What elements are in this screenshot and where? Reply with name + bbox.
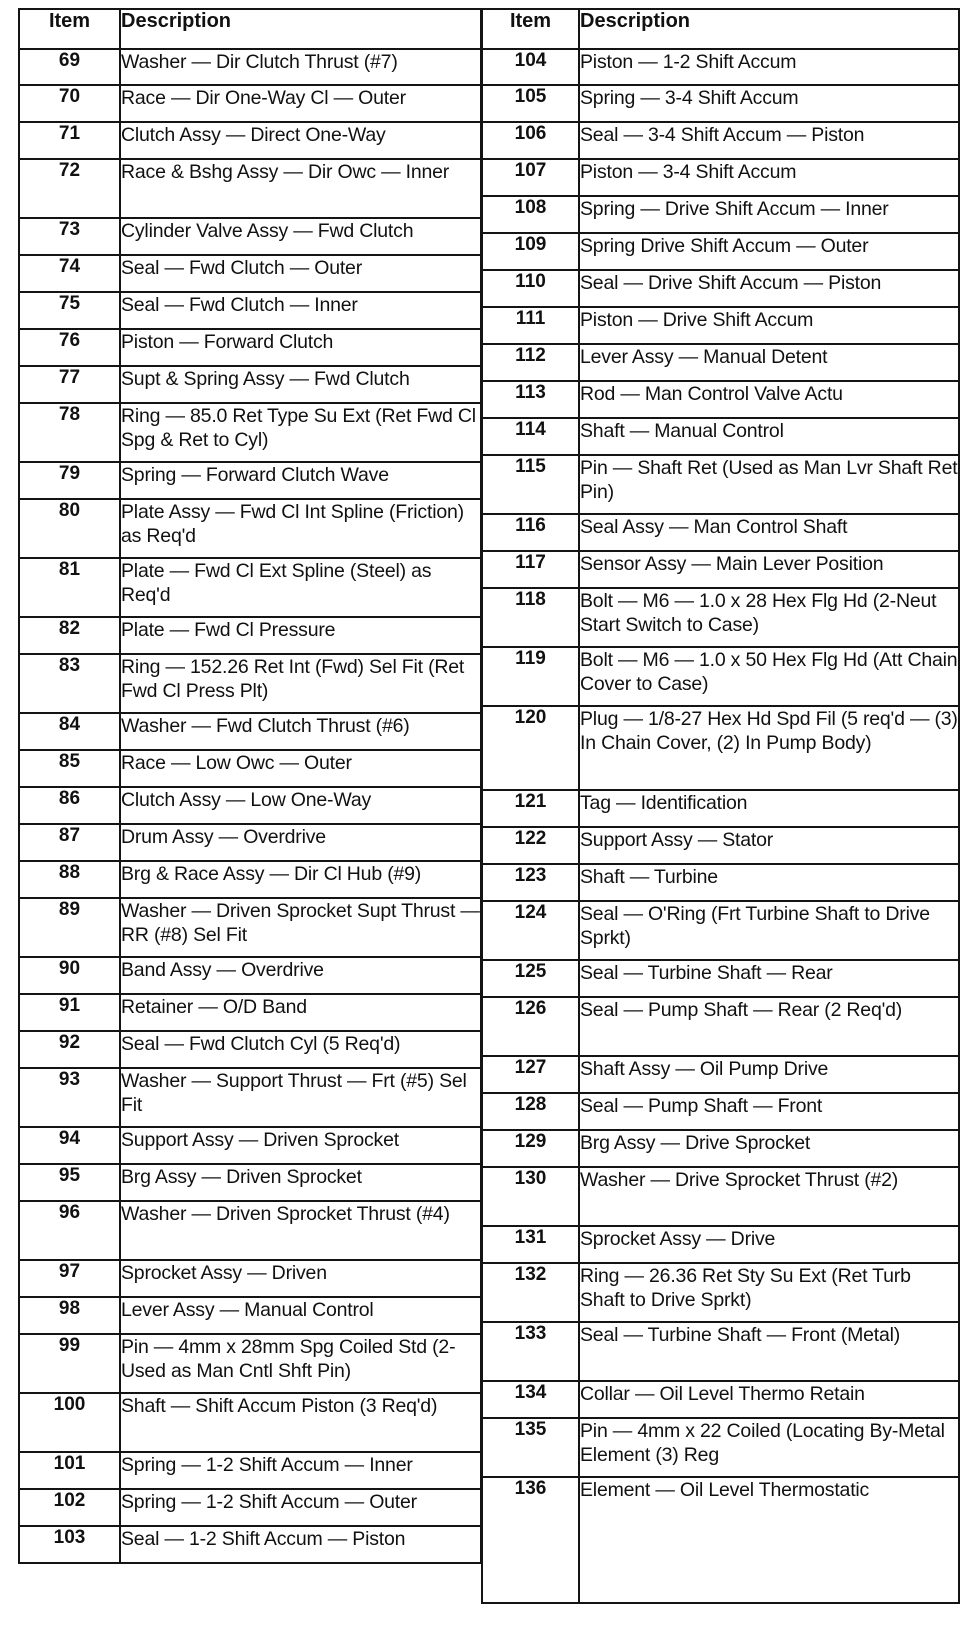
item-number: 93	[19, 1068, 120, 1127]
item-description: Seal — 1-2 Shift Accum — Piston	[120, 1526, 481, 1563]
table-row	[482, 418, 959, 455]
item-number: 91	[19, 994, 120, 1031]
item-description: Retainer — O/D Band	[120, 994, 481, 1031]
item-description: Race — Dir One-Way Cl — Outer	[120, 85, 481, 122]
item-description: Brg & Race Assy — Dir Cl Hub (#9)	[120, 861, 481, 898]
table-row	[19, 1297, 481, 1334]
item-number: 71	[19, 122, 120, 159]
item-description: Rod — Man Control Valve Actu	[579, 381, 959, 418]
table-row	[19, 1452, 481, 1489]
table-row	[19, 1489, 481, 1526]
item-description: Spring — 1-2 Shift Accum — Outer	[120, 1489, 481, 1526]
table-row	[482, 1130, 959, 1167]
item-description: Spring Drive Shift Accum — Outer	[579, 233, 959, 270]
item-number: 75	[19, 292, 120, 329]
table-row	[482, 196, 959, 233]
item-number: 110	[482, 270, 579, 307]
item-number: 80	[19, 499, 120, 558]
item-number: 128	[482, 1093, 579, 1130]
item-number: 127	[482, 1056, 579, 1093]
item-description: Piston — 1-2 Shift Accum	[579, 49, 959, 85]
item-description: Washer — Drive Sprocket Thrust (#2)	[579, 1167, 959, 1226]
table-row	[482, 1477, 959, 1603]
item-number: 108	[482, 196, 579, 233]
item-number: 124	[482, 901, 579, 960]
table-row	[19, 1334, 481, 1393]
item-description: Seal — Fwd Clutch — Outer	[120, 255, 481, 292]
table-row	[482, 1226, 959, 1263]
item-number: 85	[19, 750, 120, 787]
item-number: 70	[19, 85, 120, 122]
item-number: 79	[19, 462, 120, 499]
item-description: Seal — Pump Shaft — Front	[579, 1093, 959, 1130]
item-number: 102	[19, 1489, 120, 1526]
item-description: Sprocket Assy — Drive	[579, 1226, 959, 1263]
table-row	[482, 1322, 959, 1381]
table-row	[19, 159, 481, 218]
item-description: Pin — 4mm x 22 Coiled (Locating By-Metal Element (3) Reg	[579, 1418, 959, 1477]
item-number: 86	[19, 787, 120, 824]
item-number: 100	[19, 1393, 120, 1452]
table-row	[482, 514, 959, 551]
item-description: Collar — Oil Level Thermo Retain	[579, 1381, 959, 1418]
table-row	[19, 617, 481, 654]
item-description: Seal — O'Ring (Frt Turbine Shaft to Drive Sprkt)	[579, 901, 959, 960]
table-row	[482, 901, 959, 960]
table-row	[19, 366, 481, 403]
item-description: Shaft — Shift Accum Piston (3 Req'd)	[120, 1393, 481, 1452]
item-number: 94	[19, 1127, 120, 1164]
item-description: Seal Assy — Man Control Shaft	[579, 514, 959, 551]
item-number: 73	[19, 218, 120, 255]
item-description: Seal — Drive Shift Accum — Piston	[579, 270, 959, 307]
table-row	[19, 957, 481, 994]
item-description: Spring — 3-4 Shift Accum	[579, 85, 959, 122]
table-row	[482, 122, 959, 159]
item-description: Seal — Fwd Clutch Cyl (5 Req'd)	[120, 1031, 481, 1068]
parts-table-right	[481, 8, 960, 1604]
table-row	[482, 1418, 959, 1477]
item-description: Seal — Fwd Clutch — Inner	[120, 292, 481, 329]
table-row	[19, 994, 481, 1031]
item-description: Cylinder Valve Assy — Fwd Clutch	[120, 218, 481, 255]
item-number: 106	[482, 122, 579, 159]
item-number: 117	[482, 551, 579, 588]
item-description: Sensor Assy — Main Lever Position	[579, 551, 959, 588]
item-description: Shaft Assy — Oil Pump Drive	[579, 1056, 959, 1093]
table-row	[19, 49, 481, 85]
item-number: 84	[19, 713, 120, 750]
item-number: 125	[482, 960, 579, 997]
table-row	[19, 1164, 481, 1201]
item-number: 113	[482, 381, 579, 418]
item-description: Pin — 4mm x 28mm Spg Coiled Std (2-Used as Man Cntl Shft Pin)	[120, 1334, 481, 1393]
item-number: 116	[482, 514, 579, 551]
item-number: 98	[19, 1297, 120, 1334]
table-row	[19, 218, 481, 255]
item-description: Plug — 1/8-27 Hex Hd Spd Fil (5 req'd — (3) In Chain Cover, (2) In Pump Body)	[579, 706, 959, 790]
item-number: 90	[19, 957, 120, 994]
table-row	[482, 864, 959, 901]
table-row	[482, 1056, 959, 1093]
table-row	[19, 861, 481, 898]
item-column-header: Item	[482, 9, 579, 49]
table-row	[482, 1167, 959, 1226]
item-description: Seal — Pump Shaft — Rear (2 Req'd)	[579, 997, 959, 1056]
table-row	[482, 790, 959, 827]
table-row	[19, 654, 481, 713]
item-number: 95	[19, 1164, 120, 1201]
item-number: 72	[19, 159, 120, 218]
table-row	[19, 1526, 481, 1563]
table-row	[482, 551, 959, 588]
item-description: Sprocket Assy — Driven	[120, 1260, 481, 1297]
item-number: 136	[482, 1477, 579, 1603]
table-row	[482, 706, 959, 790]
item-number: 82	[19, 617, 120, 654]
item-number: 99	[19, 1334, 120, 1393]
description-column-header: Description	[120, 9, 481, 49]
item-column-header: Item	[19, 9, 120, 49]
table-row	[19, 1201, 481, 1260]
item-description: Shaft — Turbine	[579, 864, 959, 901]
item-description: Support Assy — Driven Sprocket	[120, 1127, 481, 1164]
item-number: 105	[482, 85, 579, 122]
table-row	[482, 381, 959, 418]
parts-table-left-body	[19, 49, 481, 1563]
table-row	[482, 233, 959, 270]
description-column-header: Description	[579, 9, 959, 49]
table-row	[19, 462, 481, 499]
table-row	[19, 1068, 481, 1127]
item-description: Ring — 26.36 Ret Sty Su Ext (Ret Turb Shaft to Drive Sprkt)	[579, 1263, 959, 1322]
item-description: Lever Assy — Manual Control	[120, 1297, 481, 1334]
item-number: 118	[482, 588, 579, 647]
item-number: 81	[19, 558, 120, 617]
item-description: Spring — Forward Clutch Wave	[120, 462, 481, 499]
item-description: Piston — Drive Shift Accum	[579, 307, 959, 344]
table-row	[482, 344, 959, 381]
item-number: 131	[482, 1226, 579, 1263]
table-row	[482, 827, 959, 864]
table-row	[19, 713, 481, 750]
item-description: Race — Low Owc — Outer	[120, 750, 481, 787]
item-number: 129	[482, 1130, 579, 1167]
item-description: Clutch Assy — Direct One-Way	[120, 122, 481, 159]
table-row	[482, 997, 959, 1056]
table-row	[19, 255, 481, 292]
item-description: Ring — 152.26 Ret Int (Fwd) Sel Fit (Ret Fwd Cl Press Plt)	[120, 654, 481, 713]
item-number: 107	[482, 159, 579, 196]
item-number: 89	[19, 898, 120, 957]
table-row	[482, 647, 959, 706]
item-description: Supt & Spring Assy — Fwd Clutch	[120, 366, 481, 403]
table-row	[19, 824, 481, 861]
parts-table-left	[18, 8, 482, 1564]
item-description: Pin — Shaft Ret (Used as Man Lvr Shaft Ret Pin)	[579, 455, 959, 514]
table-row	[482, 455, 959, 514]
item-number: 97	[19, 1260, 120, 1297]
item-description: Shaft — Manual Control	[579, 418, 959, 455]
table-row	[482, 1093, 959, 1130]
table-row	[19, 403, 481, 462]
item-number: 123	[482, 864, 579, 901]
item-number: 77	[19, 366, 120, 403]
item-number: 114	[482, 418, 579, 455]
table-row	[19, 898, 481, 957]
item-number: 76	[19, 329, 120, 366]
item-description: Element — Oil Level Thermostatic	[579, 1477, 959, 1603]
item-description: Seal — Turbine Shaft — Front (Metal)	[579, 1322, 959, 1381]
item-description: Seal — Turbine Shaft — Rear	[579, 960, 959, 997]
item-description: Band Assy — Overdrive	[120, 957, 481, 994]
item-number: 87	[19, 824, 120, 861]
table-row	[482, 960, 959, 997]
table-row	[19, 122, 481, 159]
item-number: 69	[19, 49, 120, 85]
item-number: 133	[482, 1322, 579, 1381]
table-row	[19, 787, 481, 824]
item-number: 96	[19, 1201, 120, 1260]
item-description: Bolt — M6 — 1.0 x 50 Hex Flg Hd (Att Chain Cover to Case)	[579, 647, 959, 706]
item-description: Plate Assy — Fwd Cl Int Spline (Friction) as Req'd	[120, 499, 481, 558]
header-row	[19, 9, 481, 49]
table-row	[482, 588, 959, 647]
item-number: 74	[19, 255, 120, 292]
item-description: Ring — 85.0 Ret Type Su Ext (Ret Fwd Cl Spg & Ret to Cyl)	[120, 403, 481, 462]
table-row	[19, 1127, 481, 1164]
item-description: Tag — Identification	[579, 790, 959, 827]
table-row	[19, 329, 481, 366]
table-row	[19, 558, 481, 617]
item-number: 122	[482, 827, 579, 864]
table-row	[19, 1031, 481, 1068]
item-description: Lever Assy — Manual Detent	[579, 344, 959, 381]
item-description: Washer — Dir Clutch Thrust (#7)	[120, 49, 481, 85]
item-number: 120	[482, 706, 579, 790]
item-description: Clutch Assy — Low One-Way	[120, 787, 481, 824]
item-description: Drum Assy — Overdrive	[120, 824, 481, 861]
item-number: 130	[482, 1167, 579, 1226]
parts-table-right-body	[482, 49, 959, 1603]
table-row	[19, 750, 481, 787]
item-number: 132	[482, 1263, 579, 1322]
item-number: 101	[19, 1452, 120, 1489]
item-number: 119	[482, 647, 579, 706]
item-number: 126	[482, 997, 579, 1056]
table-row	[482, 85, 959, 122]
table-row	[482, 270, 959, 307]
table-row	[19, 292, 481, 329]
parts-list-sheet	[18, 8, 958, 1640]
table-row	[482, 1263, 959, 1322]
table-row	[482, 159, 959, 196]
item-description: Support Assy — Stator	[579, 827, 959, 864]
item-description: Spring — 1-2 Shift Accum — Inner	[120, 1452, 481, 1489]
item-description: Washer — Fwd Clutch Thrust (#6)	[120, 713, 481, 750]
item-description: Washer — Driven Sprocket Supt Thrust — RR (#8) Sel Fit	[120, 898, 481, 957]
table-row	[19, 499, 481, 558]
item-number: 135	[482, 1418, 579, 1477]
table-row	[482, 49, 959, 85]
item-number: 92	[19, 1031, 120, 1068]
item-description: Plate — Fwd Cl Ext Spline (Steel) as Req'd	[120, 558, 481, 617]
item-number: 115	[482, 455, 579, 514]
item-description: Brg Assy — Drive Sprocket	[579, 1130, 959, 1167]
item-description: Race & Bshg Assy — Dir Owc — Inner	[120, 159, 481, 218]
item-description: Washer — Driven Sprocket Thrust (#4)	[120, 1201, 481, 1260]
item-description: Piston — 3-4 Shift Accum	[579, 159, 959, 196]
item-number: 88	[19, 861, 120, 898]
item-description: Seal — 3-4 Shift Accum — Piston	[579, 122, 959, 159]
item-description: Washer — Support Thrust — Frt (#5) Sel Fit	[120, 1068, 481, 1127]
table-row	[482, 1381, 959, 1418]
table-row	[19, 1260, 481, 1297]
item-number: 134	[482, 1381, 579, 1418]
item-number: 104	[482, 49, 579, 85]
item-number: 103	[19, 1526, 120, 1563]
header-row	[482, 9, 959, 49]
item-number: 111	[482, 307, 579, 344]
item-number: 121	[482, 790, 579, 827]
table-row	[19, 1393, 481, 1452]
item-description: Plate — Fwd Cl Pressure	[120, 617, 481, 654]
item-description: Brg Assy — Driven Sprocket	[120, 1164, 481, 1201]
item-number: 78	[19, 403, 120, 462]
table-row	[482, 307, 959, 344]
item-description: Spring — Drive Shift Accum — Inner	[579, 196, 959, 233]
table-row	[19, 85, 481, 122]
item-description: Piston — Forward Clutch	[120, 329, 481, 366]
item-number: 83	[19, 654, 120, 713]
item-number: 109	[482, 233, 579, 270]
item-description: Bolt — M6 — 1.0 x 28 Hex Flg Hd (2-Neut Start Switch to Case)	[579, 588, 959, 647]
item-number: 112	[482, 344, 579, 381]
